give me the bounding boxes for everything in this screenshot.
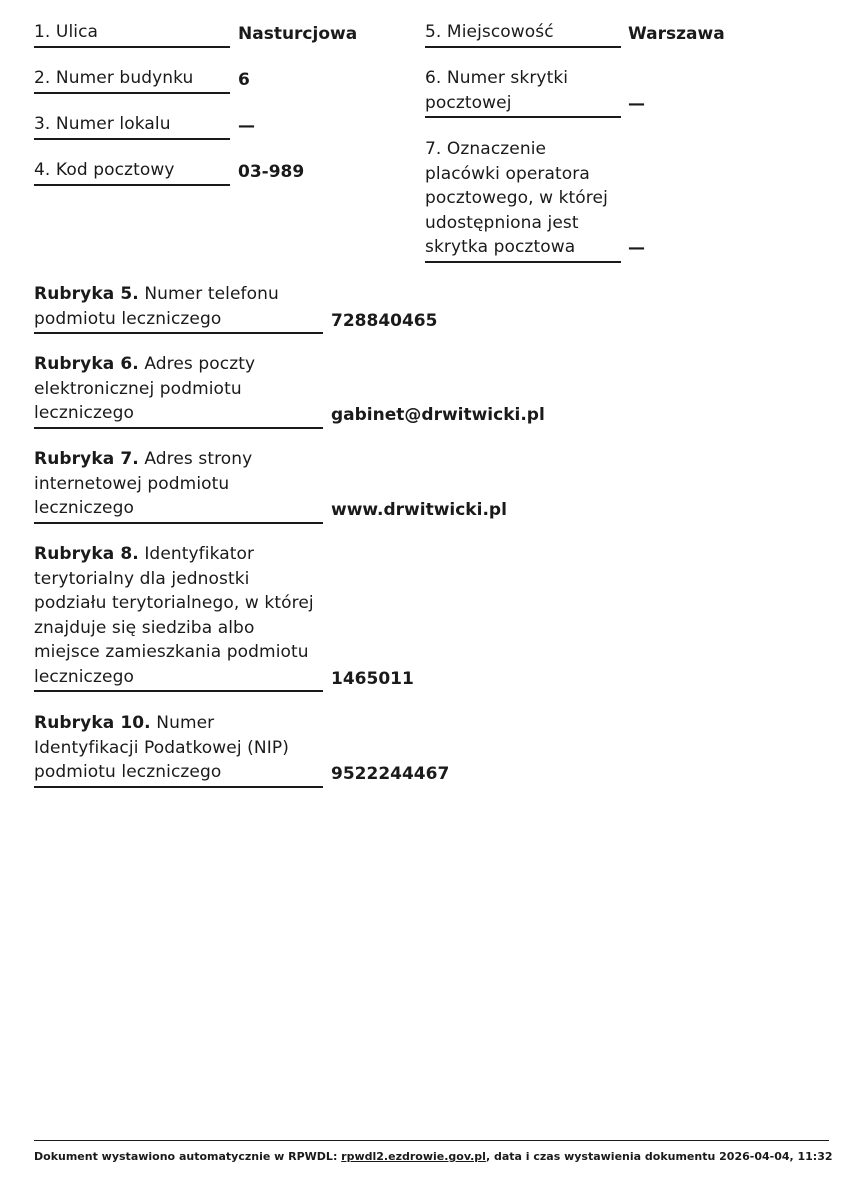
rubric-6-text: Adres poczty elektronicznej podmiotu leczniczego: [34, 354, 256, 423]
rubric-5-text: Numer telefonu podmiotu leczniczego: [34, 284, 279, 329]
rubric-10-number: Rubryka 10.: [34, 713, 151, 733]
rubric-10-text: Numer Identyfikacji Podatkowej (NIP) podmiotu leczniczego: [34, 713, 289, 782]
unit-label: 3. Numer lokalu: [34, 112, 230, 140]
postal-code-label: 4. Kod pocztowy: [34, 158, 230, 186]
building-label: 2. Numer budynku: [34, 66, 230, 94]
rubric-5-number: Rubryka 5.: [34, 284, 139, 304]
footer-divider: [34, 1140, 829, 1141]
po-box-value: —: [628, 94, 645, 114]
rubric-7-number: Rubryka 7.: [34, 449, 139, 469]
rubric-8-text: Identyfikator terytorialny dla jednostki podziału terytorialnego, w której znajduje się siedziba albo miejsce zamieszkania podmiotu leczniczego: [34, 544, 314, 687]
rubric-7-text: Adres strony internetowej podmiotu leczniczego: [34, 449, 253, 518]
rubric-6-value: gabinet@drwitwicki.pl: [331, 405, 545, 425]
post-office-value: —: [628, 238, 645, 258]
post-office-label: 7. Oznaczenie placówki operatora pocztowego, w której udostępniona jest skrytka pocztowa: [425, 137, 621, 263]
footer-note: [34, 1150, 833, 1164]
footer-suffix: , data i czas wystawienia dokumentu 2026-04-04, 11:32: [485, 1150, 833, 1163]
footer-link[interactable]: rpwdl2.ezdrowie.gov.pl: [341, 1150, 486, 1163]
rubric-8-value: 1465011: [331, 669, 414, 689]
rubric-8-number: Rubryka 8.: [34, 544, 139, 564]
rubric-8-label: [34, 542, 323, 692]
rubric-5-value: 728840465: [331, 311, 438, 331]
street-value: Nasturcjowa: [238, 24, 358, 44]
street-label: 1. Ulica: [34, 20, 230, 48]
building-value: 6: [238, 70, 250, 90]
po-box-label: 6. Numer skrytki pocztowej: [425, 66, 621, 118]
postal-code-value: 03-989: [238, 162, 305, 182]
rubric-10-label: [34, 711, 323, 788]
rubric-6-number: Rubryka 6.: [34, 354, 139, 374]
city-label: 5. Miejscowość: [425, 20, 621, 48]
rubric-10-value: 9522244467: [331, 764, 450, 784]
rubric-7-label: [34, 447, 323, 524]
city-value: Warszawa: [628, 24, 725, 44]
rubric-5-label: [34, 282, 323, 334]
rubric-6-label: [34, 352, 323, 429]
unit-value: —: [238, 116, 255, 136]
footer-prefix: Dokument wystawiono automatycznie w RPWDL:: [34, 1150, 342, 1163]
rubric-7-value: www.drwitwicki.pl: [331, 500, 507, 520]
